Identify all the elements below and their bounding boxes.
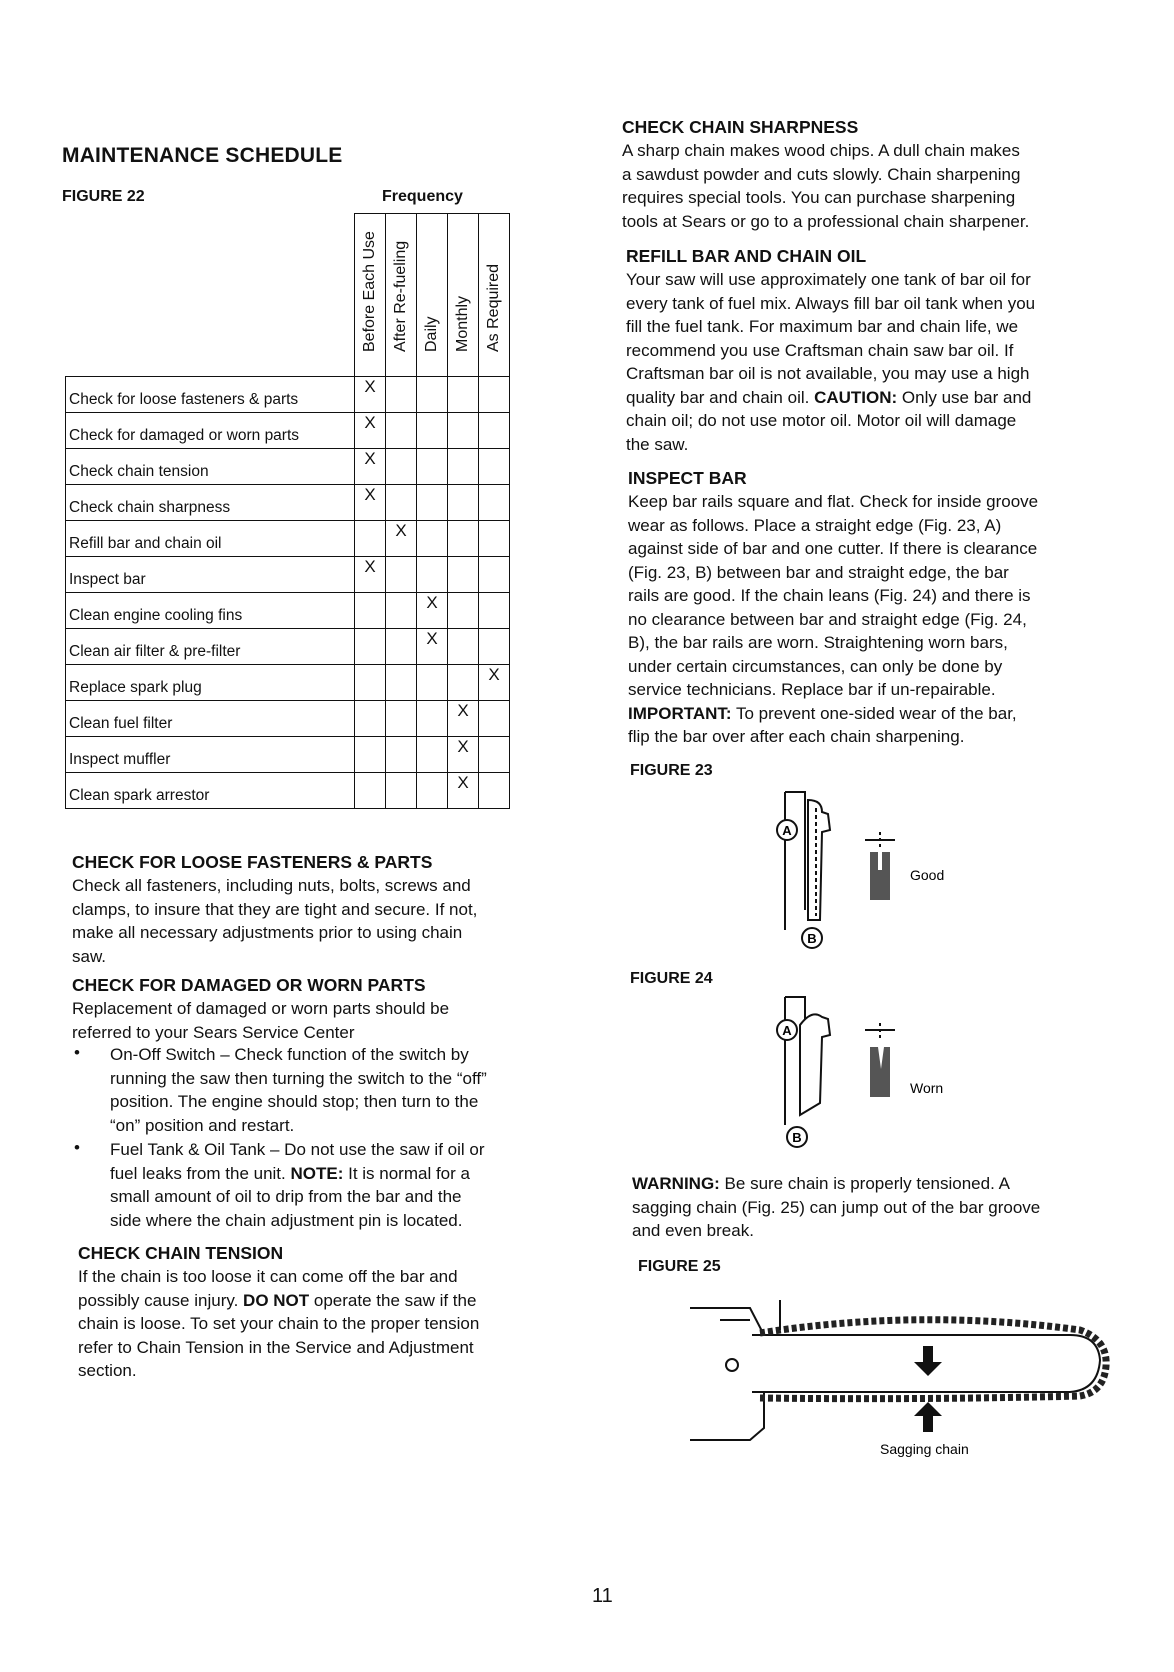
frequency-mark [417,773,448,809]
chain-tension-heading: CHECK CHAIN TENSION [78,1243,284,1263]
frequency-mark: X [355,557,386,593]
task-cell: Refill bar and chain oil [66,521,355,557]
table-row [66,629,510,665]
frequency-mark [355,593,386,629]
frequency-mark [417,557,448,593]
frequency-mark [386,629,417,665]
column-header: Before Each Use [355,214,386,377]
frequency-mark [355,521,386,557]
task-cell: Clean engine cooling fins [66,593,355,629]
table-row [66,773,510,809]
frequency-mark [417,485,448,521]
frequency-mark [355,629,386,665]
table-row [66,557,510,593]
frequency-mark [448,593,479,629]
column-header: Daily [417,214,448,377]
frequency-mark [417,737,448,773]
figure-25-diagram [680,1280,1130,1460]
frequency-mark [479,449,510,485]
callout-a: A [782,823,792,838]
frequency-mark [479,701,510,737]
frequency-mark [386,413,417,449]
frequency-mark [386,449,417,485]
frequency-mark [386,773,417,809]
frequency-mark [479,521,510,557]
damaged-parts-text: Replacement of damaged or worn parts should be referred to your Sears Service Center [72,999,450,1042]
frequency-mark [448,413,479,449]
task-cell: Inspect bar [66,557,355,593]
frequency-mark [355,665,386,701]
table-row [66,521,510,557]
switch-bullet-text: On-Off Switch – Check function of the switch by running the saw then turning the switch to the “off” position. The engine should stop; then turn to the “on” position and restart. [110,1045,487,1135]
callout-b: B [792,1130,802,1145]
bullet-icon: • [74,1043,80,1062]
chain-tension-text: If the chain is too loose it can come off the bar and possibly cause injury. DO NOT operate the saw if the chain is loose. To set your chain to the proper tension refer to Chain Tension in the Service and Adjustment section. [78,1267,480,1380]
task-cell: Inspect muffler [66,737,355,773]
figure-23-caption: Good [910,867,945,883]
figure-24-diagram [760,985,1000,1155]
column-header: As Required [479,214,510,377]
frequency-mark [355,737,386,773]
frequency-mark [479,737,510,773]
frequency-mark [355,701,386,737]
figure-23-diagram [760,780,1000,950]
frequency-label: Frequency [382,188,463,205]
frequency-mark: X [355,413,386,449]
column-header: After Re-fueling [386,214,417,377]
frequency-mark [479,413,510,449]
frequency-mark: X [386,521,417,557]
maintenance-schedule-table [65,213,510,809]
frequency-mark [479,485,510,521]
frequency-mark [386,665,417,701]
inspect-bar-text: Keep bar rails square and flat. Check for inside groove wear as follows. Place a straight edge (Fig. 23, A) against side of bar and one cutter. If there is clearance (Fig. 23, B) between bar and straight edge, the bar rails are good. If the chain leans (Fig. 24) and there is no clearance between bar and straight edge (Fig. 24, B), the bar rails are worn. Straightening worn bars, under certain circumstances, can only be done by service technicians. Replace bar if un-repairable. IMPORTANT: To prevent one-sided wear of the bar, flip the bar over after each chain sharpening. [628,492,1039,746]
bar-outline [800,1014,830,1115]
frequency-mark [448,377,479,413]
table-row [66,737,510,773]
callout-b: B [807,931,817,946]
frequency-mark [417,521,448,557]
table-corner [66,214,355,377]
frequency-mark [448,557,479,593]
frequency-mark [386,377,417,413]
inspect-bar-heading: INSPECT BAR [628,468,747,488]
arrow-up-icon [914,1402,942,1432]
task-cell: Check for damaged or worn parts [66,413,355,449]
frequency-mark [448,665,479,701]
figure-23-label: FIGURE 23 [630,762,713,779]
task-cell: Check chain tension [66,449,355,485]
frequency-mark [479,593,510,629]
task-cell: Clean fuel filter [66,701,355,737]
table-row [66,485,510,521]
frequency-mark [417,701,448,737]
frequency-mark [386,593,417,629]
frequency-mark [448,485,479,521]
chain-sharpness-heading: CHECK CHAIN SHARPNESS [622,117,859,137]
loose-fasteners-heading: CHECK FOR LOOSE FASTENERS & PARTS [72,852,433,872]
frequency-mark [479,377,510,413]
frequency-mark: X [417,593,448,629]
figure-22-label: FIGURE 22 [62,188,145,205]
page-title: MAINTENANCE SCHEDULE [62,144,343,167]
task-cell: Check chain sharpness [66,485,355,521]
frequency-mark: X [355,485,386,521]
bullet-icon: • [74,1138,80,1157]
table-row [66,665,510,701]
refill-oil-text: Your saw will use approximately one tank of bar oil for every tank of fuel mix. Always fill bar oil tank when you fill the fuel tank. For maximum bar and chain life, we recommend you use Craftsman chain saw bar oil. If Craftsman bar oil is not available, you may use a high quality bar and chain oil. CAUTION: Only use bar and chain oil; do not use motor oil. Motor oil will damage the saw. [626,270,1036,454]
warning-text: WARNING: Be sure chain is properly tensioned. A sagging chain (Fig. 25) can jump out of the bar groove and even break. [632,1174,1041,1240]
frequency-mark [417,665,448,701]
frequency-mark [386,485,417,521]
task-cell: Replace spark plug [66,665,355,701]
damaged-parts-heading: CHECK FOR DAMAGED OR WORN PARTS [72,975,426,995]
frequency-mark [417,449,448,485]
frequency-mark [386,737,417,773]
frequency-mark [479,773,510,809]
frequency-mark [417,377,448,413]
table-row [66,449,510,485]
frequency-mark: X [448,701,479,737]
frequency-mark [386,557,417,593]
chain-sharpness-text: A sharp chain makes wood chips. A dull chain makes a sawdust powder and cuts slowly. Chain sharpening requires special tools. You can purchase sharpening tools at Sears or go to a professional chain sharpener. [622,141,1030,231]
table-row [66,593,510,629]
figure-25-label: FIGURE 25 [638,1258,721,1275]
frequency-mark [386,701,417,737]
frequency-mark: X [479,665,510,701]
frequency-mark: X [355,449,386,485]
bar-outline [808,800,830,920]
task-cell: Clean spark arrestor [66,773,355,809]
frequency-mark [355,773,386,809]
frequency-mark: X [417,629,448,665]
frequency-mark: X [448,737,479,773]
frequency-mark [417,413,448,449]
column-header: Monthly [448,214,479,377]
frequency-mark [479,629,510,665]
task-cell: Clean air filter & pre-filter [66,629,355,665]
callout-a: A [782,1023,792,1038]
table-row [66,377,510,413]
figure-25-caption: Sagging chain [880,1441,969,1457]
refill-oil-heading: REFILL BAR AND CHAIN OIL [626,246,867,266]
frequency-mark [479,557,510,593]
table-row [66,413,510,449]
bar-rail-worn [870,1047,890,1097]
frequency-mark [448,449,479,485]
figure-24-caption: Worn [910,1080,944,1096]
task-cell: Check for loose fasteners & parts [66,377,355,413]
table-row [66,701,510,737]
frequency-mark [448,629,479,665]
page-number: 11 [592,1585,613,1607]
figure-24-label: FIGURE 24 [630,970,713,987]
frequency-mark [448,521,479,557]
fuel-tank-bullet-text: Fuel Tank & Oil Tank – Do not use the saw if oil or fuel leaks from the unit. NOTE: It is normal for a small amount of oil to drip from the bar and the side where the chain adjustment pin is located. [110,1140,485,1230]
frequency-mark: X [448,773,479,809]
loose-fasteners-text: Check all fasteners, including nuts, bolts, screws and clamps, to insure that they are tight and secure. If not, make all necessary adjustments prior to using chain saw. [72,876,478,966]
frequency-mark: X [355,377,386,413]
